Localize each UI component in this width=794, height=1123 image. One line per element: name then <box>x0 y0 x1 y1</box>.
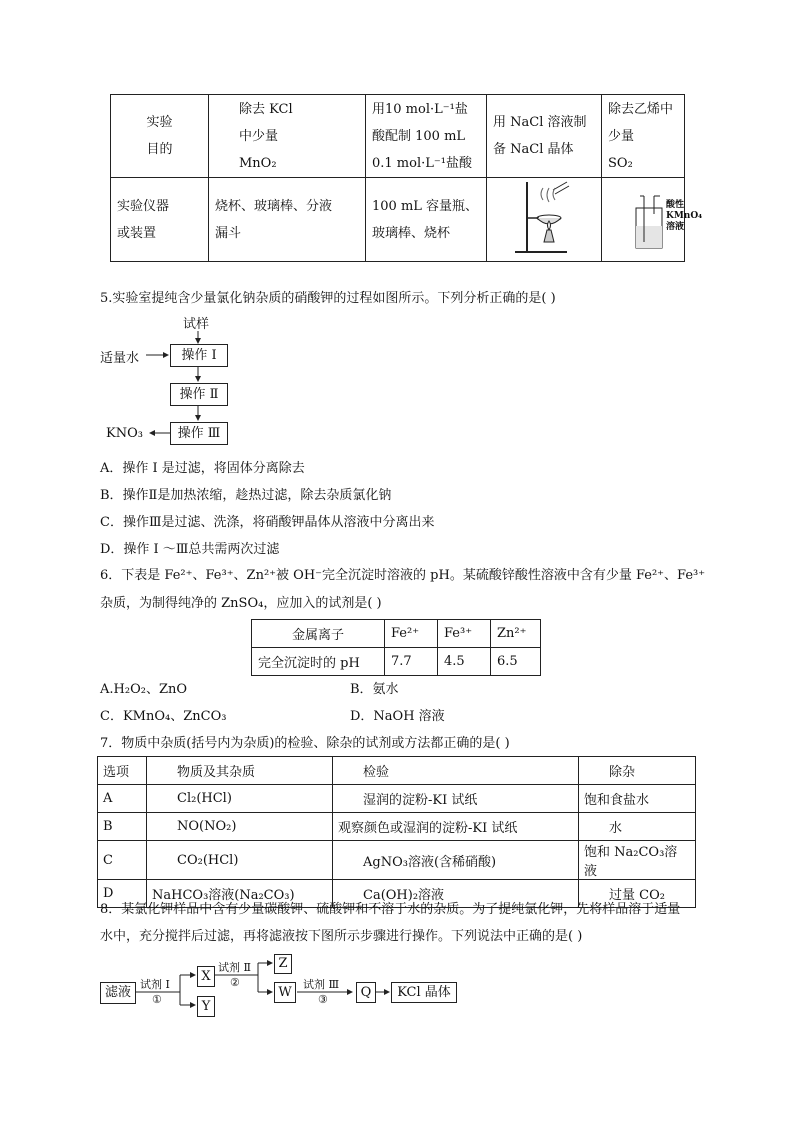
q5-product-label: KNO₃ <box>106 426 143 441</box>
q7-question: 7．物质中杂质(括号内为杂质)的检验、除杂的试剂或方法都正确的是( ) <box>100 736 510 751</box>
q7-header-test: 检验 <box>333 757 579 785</box>
q7-row-d-option: D <box>98 880 147 908</box>
table1-row2-label: 实验仪器 或装置 <box>111 178 209 262</box>
q6-line1: 6．下表是 Fe²⁺、Fe³⁺、Zn²⁺被 OH⁻完全沉淀时溶液的 pH。某硫酸锌酸性溶液中含有少量 Fe²⁺、Fe³⁺ <box>100 568 706 583</box>
q7-row-a-test: 湿润的淀粉-KI 试纸 <box>333 785 579 813</box>
q7-row-a-option: A <box>98 785 147 813</box>
q7-row-d-test: Ca(OH)₂溶液 <box>333 880 579 908</box>
q8-reagent3: 试剂 Ⅲ <box>303 978 340 991</box>
table1-row1-c4: 除去乙烯中少量 SO₂ <box>602 95 685 178</box>
q7-row-c-test: AgNO₃溶液(含稀硝酸) <box>333 841 579 880</box>
q8-y-box: Y <box>197 996 215 1017</box>
q7-row-c-substance: CO₂(HCl) <box>147 841 333 880</box>
q8-line2: 水中，充分搅拌后过滤，再将滤液按下图所示步骤进行操作。下列说法中正确的是( ) <box>100 929 583 944</box>
table1-row1-c1: 除去 KCl 中少量 MnO₂ <box>209 95 366 178</box>
q5-question: 5.实验室提纯含少量氯化钠杂质的硝酸钾的过程如图所示。下列分析正确的是( ) <box>100 291 556 306</box>
q8-reagent1: 试剂 Ⅰ <box>140 978 170 991</box>
q7-row-d-remove: 过量 CO₂ <box>579 880 696 908</box>
q8-q-box: Q <box>356 982 376 1003</box>
q5-option-a: A．操作 Ⅰ 是过滤，将固体分离除去 <box>100 461 305 476</box>
q5-op1-box: 操作 Ⅰ <box>170 344 228 367</box>
q5-option-d: D．操作 Ⅰ ～Ⅲ总共需两次过滤 <box>100 542 280 557</box>
q5-op2-box: 操作 Ⅱ <box>170 383 228 406</box>
q6-value-fe3: 4.5 <box>438 648 491 676</box>
q6-line2: 杂质，为制得纯净的 ZnSO₄，应加入的试剂是( ) <box>100 596 382 611</box>
q7-row-b-option: B <box>98 813 147 841</box>
q8-filtrate-box: 滤液 <box>100 982 136 1004</box>
q7-row-a-substance: Cl₂(HCl) <box>147 785 333 813</box>
q6-value-zn2: 6.5 <box>491 648 541 676</box>
q6-option-d: D．NaOH 溶液 <box>350 709 445 724</box>
q7-header-option: 选项 <box>98 757 147 785</box>
q6-value-fe2: 7.7 <box>385 648 438 676</box>
q7-row-b-remove: 水 <box>579 813 696 841</box>
q7-row-b-test: 观察颜色或湿润的淀粉-KI 试纸 <box>333 813 579 841</box>
q7-row-d-substance: NaHCO₃溶液(Na₂CO₃) <box>147 880 333 908</box>
q5-option-b: B．操作Ⅱ是加热浓缩，趁热过滤，除去杂质氯化钠 <box>100 488 392 503</box>
bottle-label: 酸性 KMnO₄ 溶液 <box>666 200 703 232</box>
table1-row2-c1: 烧杯、玻璃棒、分液 漏斗 <box>209 178 366 262</box>
q8-reagent2: 试剂 Ⅱ <box>218 961 251 974</box>
table1-row2-c2: 100 mL 容量瓶、 玻璃棒、烧杯 <box>366 178 487 262</box>
q7-row-c-option: C <box>98 841 147 880</box>
q7-row-a-remove: 饱和食盐水 <box>579 785 696 813</box>
q5-option-c: C．操作Ⅲ是过滤、洗涤，将硝酸钾晶体从溶液中分离出来 <box>100 515 435 530</box>
q6-option-b: B．氨水 <box>350 682 399 697</box>
q7-row-b-substance: NO(NO₂) <box>147 813 333 841</box>
q8-step2: ② <box>230 976 240 989</box>
q6-option-c: C．KMnO₄、ZnCO₃ <box>100 709 227 724</box>
q5-op3-box: 操作 Ⅲ <box>170 422 228 445</box>
q7-header-remove: 除杂 <box>579 757 696 785</box>
table1-row1-c3: 用 NaCl 溶液制 备 NaCl 晶体 <box>487 95 602 178</box>
q8-step1: ① <box>152 993 162 1006</box>
q6-header-fe2: Fe²⁺ <box>385 620 438 648</box>
q8-step3: ③ <box>318 993 328 1006</box>
q8-w-box: W <box>274 982 296 1003</box>
q8-line1: 8．某氯化钾样品中含有少量碳酸钾、硫酸钾和不溶于水的杂质。为了提纯氯化钾，先将样品溶于适量 <box>100 902 681 917</box>
q8-x-box: X <box>197 966 215 987</box>
table1-row1-c2: 用10 mol·L⁻¹盐 酸配制 100 mL 0.1 mol·L⁻¹盐酸 <box>366 95 487 178</box>
q6-header-zn2: Zn²⁺ <box>491 620 541 648</box>
q6-option-a: A.H₂O₂、ZnO <box>100 682 188 697</box>
table1-row1-label: 实验 目的 <box>111 95 209 178</box>
q6-header-fe3: Fe³⁺ <box>438 620 491 648</box>
q5-water-label: 适量水 <box>100 351 140 366</box>
q8-product-box: KCl 晶体 <box>391 982 457 1003</box>
q7-row-c-remove: 饱和 Na₂CO₃溶液 <box>579 841 696 880</box>
q7-header-substance: 物质及其杂质 <box>147 757 333 785</box>
q6-row-label: 完全沉淀时的 pH <box>252 648 385 676</box>
q6-header-ion: 金属离子 <box>252 620 385 648</box>
q8-z-box: Z <box>274 954 292 974</box>
q5-sample-label: 试样 <box>183 317 210 332</box>
